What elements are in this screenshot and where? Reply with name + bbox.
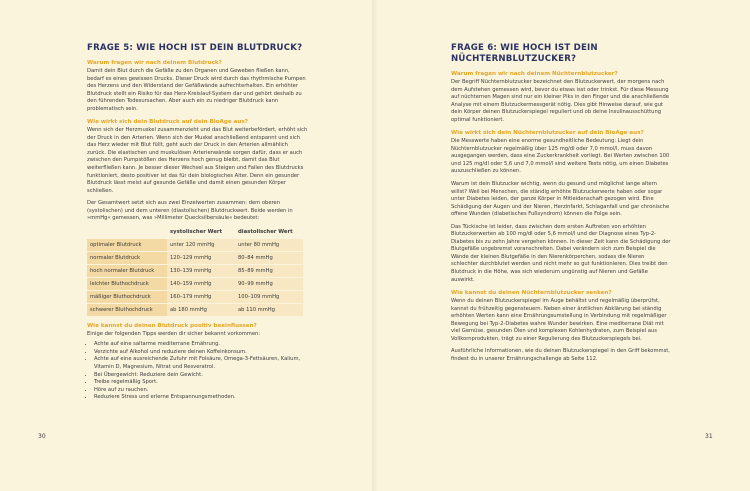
why-bloodsugar-text: Der Begriff Nüchternblutzucker bezeichnet den Blutzuckerwert, der morgens nach dem Aufstehen gemessen wird, bevor du etwas isst oder trinkst. Für diese Messung auf nüchternen Magen sind nur ein kleiner Piks in den Finger und die anschließende Analyse mit einem Blutzuckermessgerät nötig. Dies gibt Hinweise darauf, wie gut dein Körper deinen Blutzuckerspiegel reguliert und ob deine Insulinausschüttung optimal funktioniert. bbox=[451, 79, 669, 123]
total-value-text: Der Gesamtwert setzt sich aus zwei Einzelwerten zusammen: dem oberen (systolischen) und dem unteren (diastolischen) Blutdruckwert. Beide werden in »mmHg« gemessen, was »Millimeter Quecksilbersäule« bedeutet: bbox=[87, 200, 293, 222]
why-bloodsugar-heading: Warum fragen wir nach deinem Nüchternblutzucker? bbox=[451, 71, 618, 77]
table-row bbox=[87, 239, 303, 252]
table-header-diastolic: diastolischer Wert bbox=[238, 229, 293, 236]
table-cell: 130–139 mmHg bbox=[167, 264, 235, 277]
table-cell: ab 180 mmHg bbox=[167, 303, 235, 316]
improve-bloodpressure-heading: Wie kannst du deinen Blutdruck positiv beeinflussen? bbox=[87, 322, 257, 329]
table-cell: 140–159 mmHg bbox=[167, 277, 235, 290]
list-item: • Verzichte auf Alkohol und reduziere deinen Koffeinkonsum. bbox=[94, 349, 308, 357]
effect-bloodsugar-heading: Wie wirkt sich dein Nüchternblutzucker auf dein BioAge aus? bbox=[451, 130, 644, 137]
table-row bbox=[87, 277, 303, 290]
why-important-text: Warum ist dein Blutzucker wichtig, wenn du gesund und möglichst lange altern willst? Weil bei Menschen, die ständig erhöhte Blutzuckerwerte haben oder sogar unter Diabetes leiden, der ganze Körper in Mitleidenschaft gezogen wird. Eine Schädigung der Augen und der Nieren, Herzinfarkt, Schlaganfall und gar chronische offene Wunden (diabetisches Fußsyndrom) können die Folge sein. bbox=[451, 181, 670, 218]
table-header-systolic: systolischer Wert bbox=[170, 229, 223, 236]
table-row bbox=[87, 251, 303, 264]
question-6-title: FRAGE 6: WIE HOCH IST DEIN NÜCHTERNBLUTZUCKER? bbox=[451, 43, 598, 64]
table-cell: 100–109 mmHg bbox=[235, 290, 303, 303]
table-cell: 85–89 mmHg bbox=[235, 264, 303, 277]
table-cell: unter 120 mmHg bbox=[167, 239, 235, 252]
right-column bbox=[451, 43, 673, 367]
list-item: • Reduziere Stress und erlerne Entspannungsmethoden. bbox=[94, 394, 308, 402]
table-cell: 120–129 mmHg bbox=[167, 251, 235, 264]
page-number: 30 bbox=[38, 433, 46, 440]
why-bloodpressure-text: Damit dein Blut durch die Gefäße zu den Organen und Geweben fließen kann, bedarf es eines gewissen Drucks. Dieser Druck wird durch das rhythmische Pumpen des Herzens und den Widerstand der Gefäßwände aufrechterhalten. Ein erhöhter Blutdruck stellt ein Risiko für das Herz-Kreislauf-System dar und gehört deshalb zu den führenden Todesursachen. Aber auch ein zu niedriger Blutdruck kann problematisch sein. bbox=[87, 68, 306, 112]
bloodpressure-table bbox=[87, 226, 303, 317]
right-page bbox=[378, 0, 750, 491]
table-cell: optimaler Blutdruck bbox=[87, 239, 167, 252]
effect-bloodpressure-heading: Wie wirkt sich dein Blutdruck auf dein BioAge aus? bbox=[87, 119, 248, 126]
table-row bbox=[87, 264, 303, 277]
list-item: • Bei Übergewicht: Reduziere dein Gewicht. bbox=[94, 372, 308, 380]
table-cell: unter 80 mmHg bbox=[235, 239, 303, 252]
table-row bbox=[87, 303, 303, 316]
table-cell: 160–179 mmHg bbox=[167, 290, 235, 303]
list-item: • Achte auf eine ausreichende Zufuhr mit Folsäure, Omega-3-Fettsäuren, Kalium, Vitamin D, Magnesium, Nitrat und Resveratrol. bbox=[94, 356, 308, 371]
left-column bbox=[87, 43, 308, 402]
tips-list bbox=[87, 341, 308, 401]
page-number: 31 bbox=[705, 433, 713, 440]
effect-bloodsugar-text: Die Messwerte haben eine enorme gesundheitliche Bedeutung: Liegt dein Nüchternblutzucker regelmäßig über 125 mg/dl oder 7,0 mmol/l, muss davon ausgegangen werden, dass eine Zuckerkrankheit vorliegt. Bei Werten zwischen 100 und 125 mg/dl oder 5,6 und 7,0 mmol/l sind weitere Tests nötig, um einen Diabetes auszuschließen zu können. bbox=[451, 138, 670, 175]
question-5-title: FRAGE 5: WIE HOCH IST DEIN BLUTDRUCK? bbox=[87, 43, 303, 53]
lower-bloodsugar-heading: Wie kannst du deinen Nüchternblutzucker senken? bbox=[451, 290, 612, 297]
table-cell: 90–99 mmHg bbox=[235, 277, 303, 290]
table-header-row bbox=[87, 226, 303, 239]
table-cell: ab 110 mmHg bbox=[235, 303, 303, 316]
lower-bloodsugar-text: Wenn du deinen Blutzuckerspiegel im Auge behältst und regelmäßig überprüfst, kannst du frühzeitig gegensteuern. Neben einer ärztlichen Abklärung bei ständig erhöhten Werten kann eine Ernährungsumstellung in Verbindung mit regelmäßiger Bewegung bei Typ-2-Diabetes wahre Wunder bewirken. Eine mediterrane Diät mit viel Gemüse, gesunden Ölen und komplexen Kohlenhydraten, zum Beispiel aus Vollkornprodukten, trägt zu einer Regulierung des Blutzuckerspiegels bei. bbox=[451, 298, 667, 342]
table-row bbox=[87, 290, 303, 303]
table-cell: hoch normaler Blutdruck bbox=[87, 264, 167, 277]
improve-intro-text: Einige der folgenden Tipps werden dir sicher bekannt vorkommen: bbox=[87, 330, 261, 337]
list-item: • Höre auf zu rauchen. bbox=[94, 387, 308, 395]
list-item: • Treibe regelmäßig Sport. bbox=[94, 379, 308, 387]
effect-bloodpressure-text: Wenn sich der Herzmuskel zusammenzieht und das Blut weiterbefördert, erhöht sich der Druck in den Arterien. Wenn sich der Muskel anschließend entspannt und sich das Herz wieder mit Blut füllt, geht auch der Druck in den Arterien allmählich zurück. Die elastischen und muskulösen Arterienwände sorgen dafür, dass er auch zwischen den Pumpstößen des Herzens hoch genug bleibt, damit das Blut weiterfließen kann. Je besser dieser Wechsel aus Steigen und Fallen des Blutdrucks funktioniert, desto positiver ist das für dein biologisches Alter. Denn ein gesunder Blutdruck lässt meist auf gesunde Gefäße und damit einen gesunden Körper schließen. bbox=[87, 127, 308, 194]
table-cell: mäßiger Bluthochdruck bbox=[87, 290, 167, 303]
left-page bbox=[0, 0, 372, 491]
table-header-empty bbox=[87, 226, 167, 239]
table-cell: normaler Blutdruck bbox=[87, 251, 167, 264]
tricky-text: Das Tückische ist leider, dass zwischen dem ersten Auftreten von erhöhten Blutzuckerwerten ab 100 mg/dl oder 5,6 mmol/l und der Diagnose eines Typ-2-Diabetes bis zu zehn Jahre vergehen können. In dieser Zeit kann die Schädigung der Blutgefäße ungebremst voranschreiten. Dabei verändern sich zum Beispiel die Wände der kleinen Blutgefäße in den Nierenkörperchen, sodass die Nieren schlechter durchblutet werden und nicht mehr so gut funktionieren. Dies treibt den Blutdruck in die Höhe, was sich wiederum ungünstig auf Nieren und Gefäße auswirkt. bbox=[451, 223, 671, 283]
table-cell: 80–84 mmHg bbox=[235, 251, 303, 264]
table-cell: leichter Bluthochdruck bbox=[87, 277, 167, 290]
list-item: • Achte auf eine saltarme mediterrane Ernährung. bbox=[94, 341, 308, 349]
more-info-text: Ausführliche Informationen, wie du deinen Blutzuckerspiegel in den Griff bekommst, findest du in unserer Ernährungschallenge ab Seite 112. bbox=[451, 348, 670, 362]
table-cell: schwerer Bluthochdruck bbox=[87, 303, 167, 316]
why-bloodpressure-heading: Warum fragen wir nach deinem Blutdruck? bbox=[87, 60, 222, 66]
